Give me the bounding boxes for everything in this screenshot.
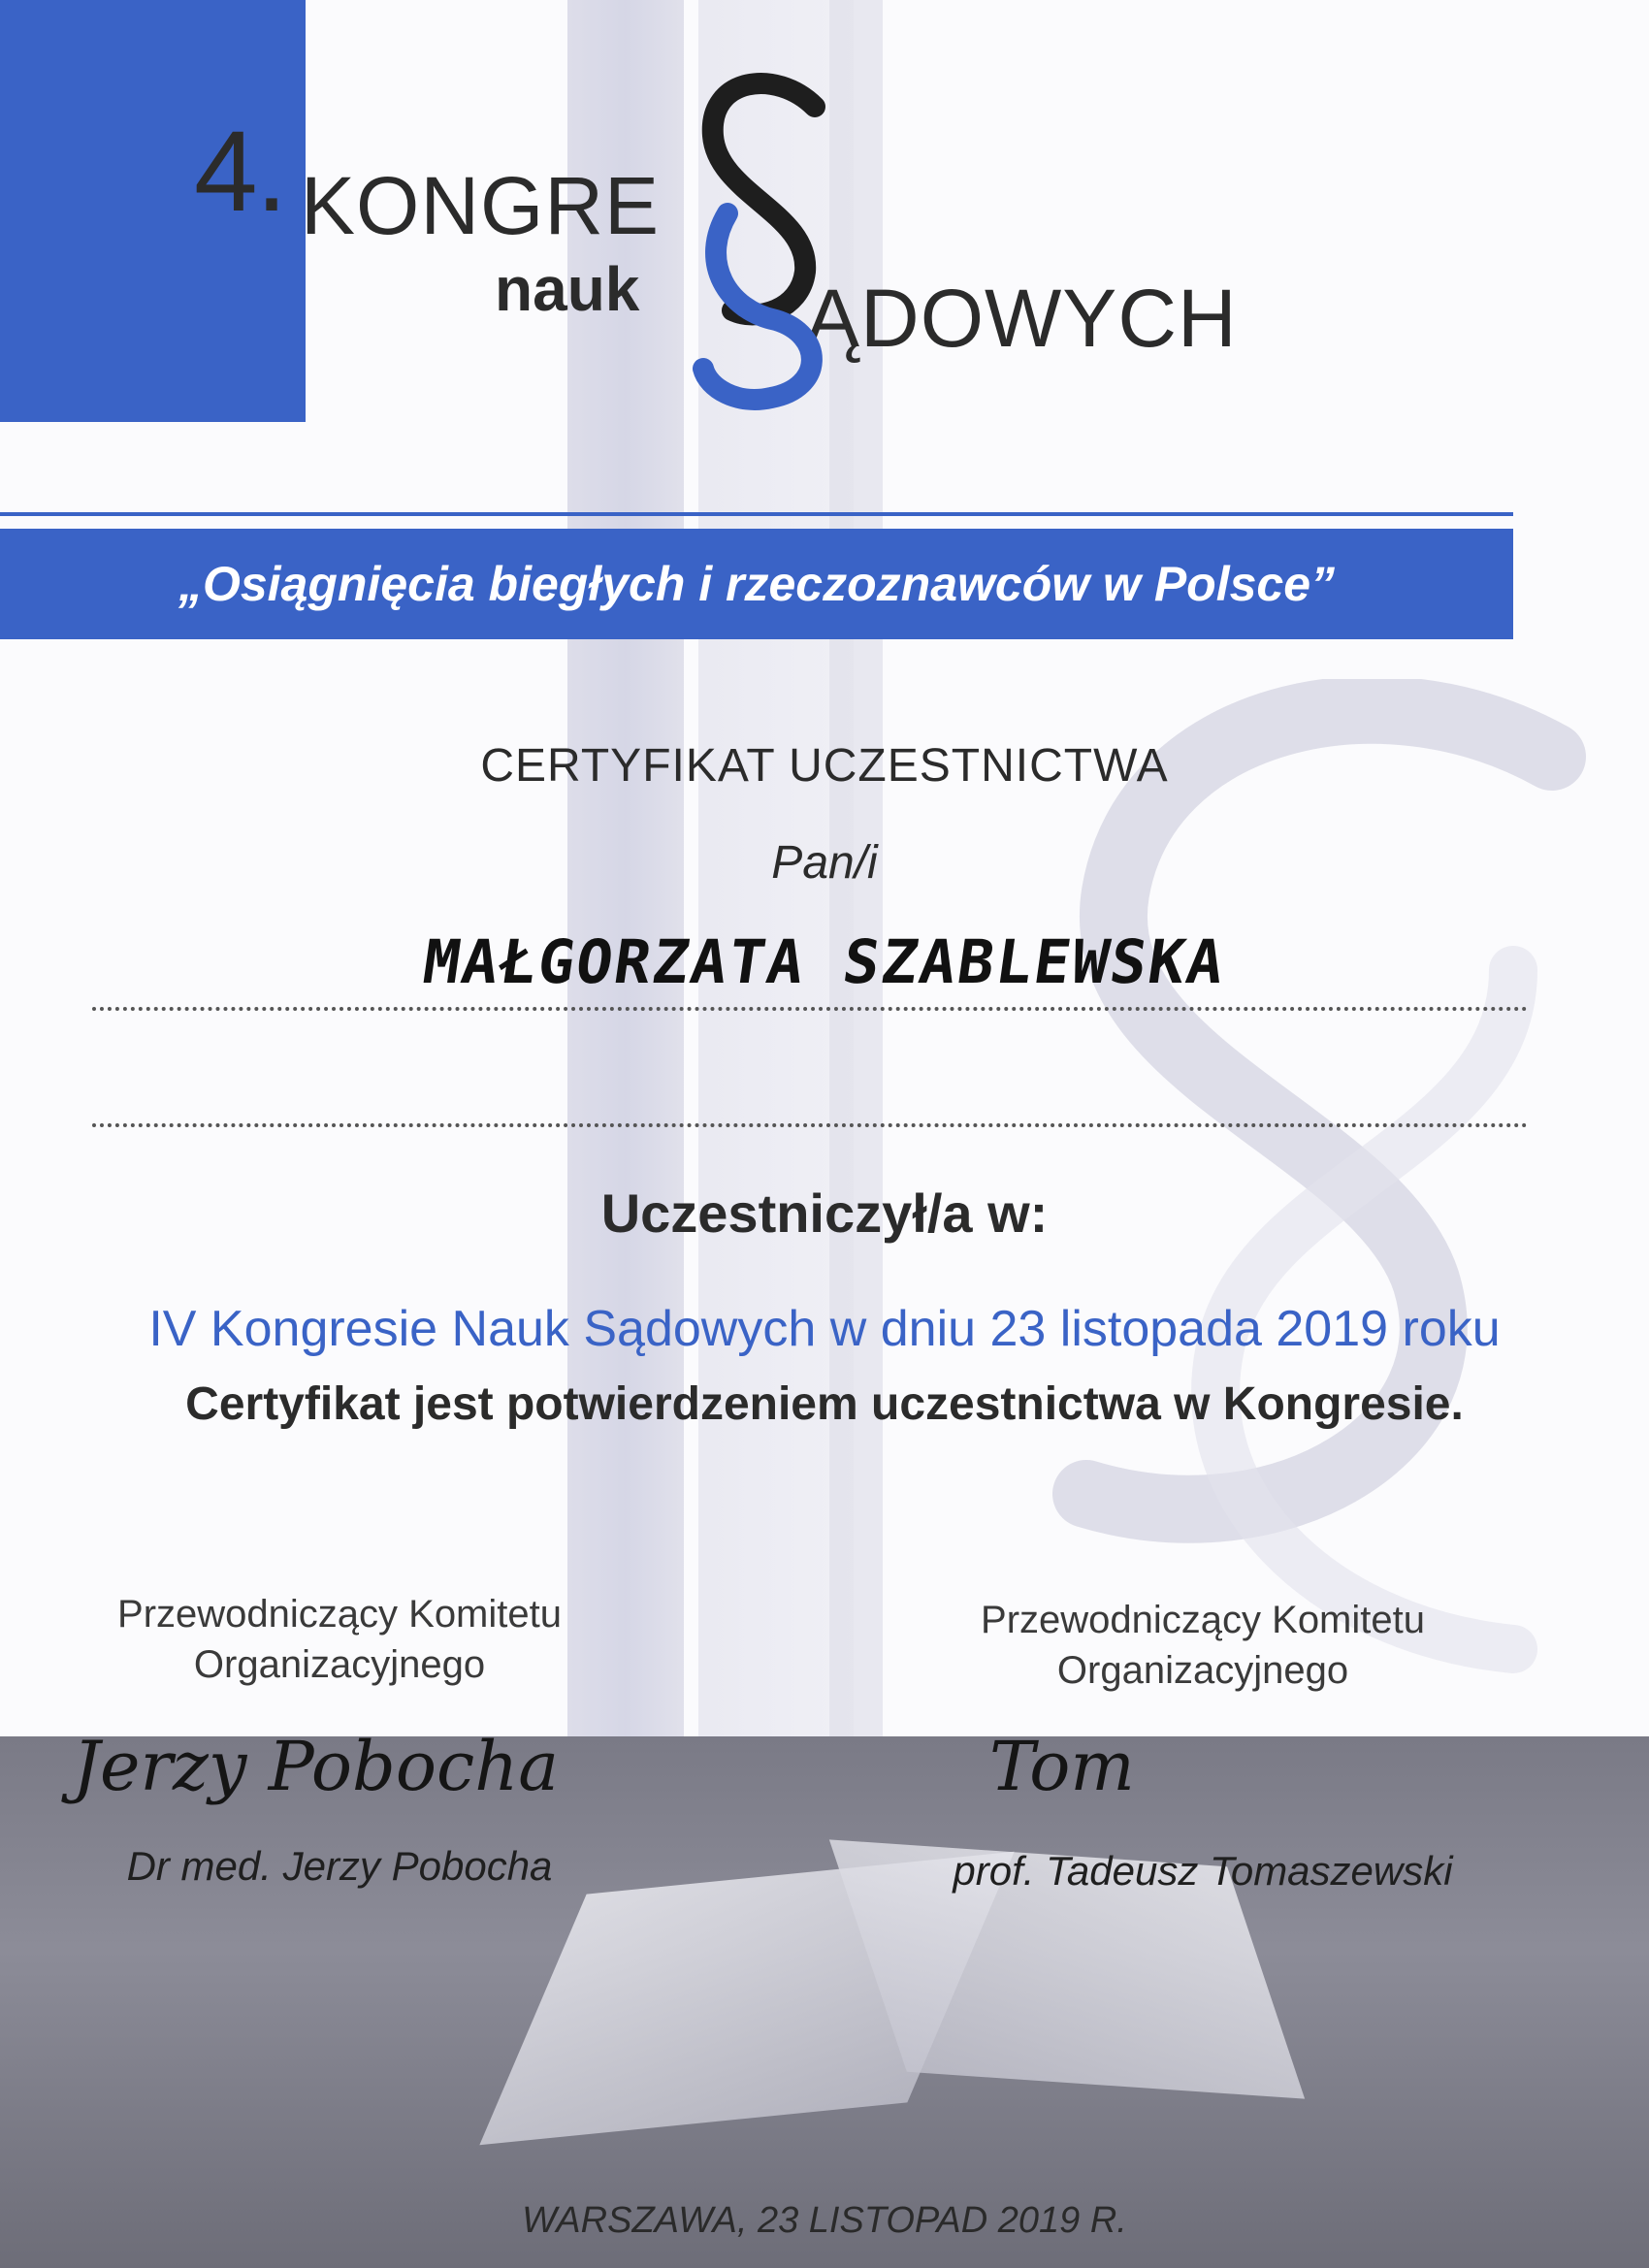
signer-name-right: prof. Tadeusz Tomaszewski <box>953 1848 1453 1894</box>
participated-label: Uczestniczył/a w: <box>600 1183 1049 1244</box>
signer-name-left: Dr med. Jerzy Pobocha <box>126 1843 553 1889</box>
event-line: IV Kongresie Nauk Sądowych w dniu 23 listopada 2019 roku <box>148 1301 1501 1357</box>
confirmation-line: Certyfikat jest potwierdzeniem uczestnictwa w Kongresie. <box>185 1378 1464 1430</box>
role-line: Organizacyjnego <box>193 1643 486 1686</box>
motto-text: „Osiągnięcia biegłych i rzeczoznawców w Polsce” <box>178 557 1336 611</box>
role-line: Przewodniczący Komitetu <box>981 1599 1425 1641</box>
signature-right: Tom <box>989 1727 1135 1806</box>
salutation: Pan/i <box>771 837 878 889</box>
place-date: WARSZAWA, 23 LISTOPAD 2019 R. <box>522 2200 1127 2241</box>
logo-kongres: KONGRE <box>301 160 661 251</box>
logo-number: 4. <box>194 108 286 236</box>
participant-name: MAŁGORZATA SZABLEWSKA <box>418 926 1231 997</box>
dotted-line <box>92 1007 1528 1011</box>
certificate-title: CERTYFIKAT UCZESTNICTWA <box>480 740 1169 792</box>
logo-nauk: nauk <box>495 254 640 324</box>
signatory-role-left <box>0 1589 679 1690</box>
motto-banner <box>0 529 1513 639</box>
blue-divider <box>0 512 1513 516</box>
role-line: Organizacyjnego <box>1056 1649 1349 1692</box>
dotted-line <box>92 1123 1528 1127</box>
logo-sadowych: ĄDOWYCH <box>805 273 1238 364</box>
signatory-role-right <box>863 1595 1542 1696</box>
signature-left: Jerzy Pobocha <box>73 1727 560 1806</box>
role-line: Przewodniczący Komitetu <box>117 1593 562 1636</box>
section-sign-logo-icon <box>679 68 844 417</box>
